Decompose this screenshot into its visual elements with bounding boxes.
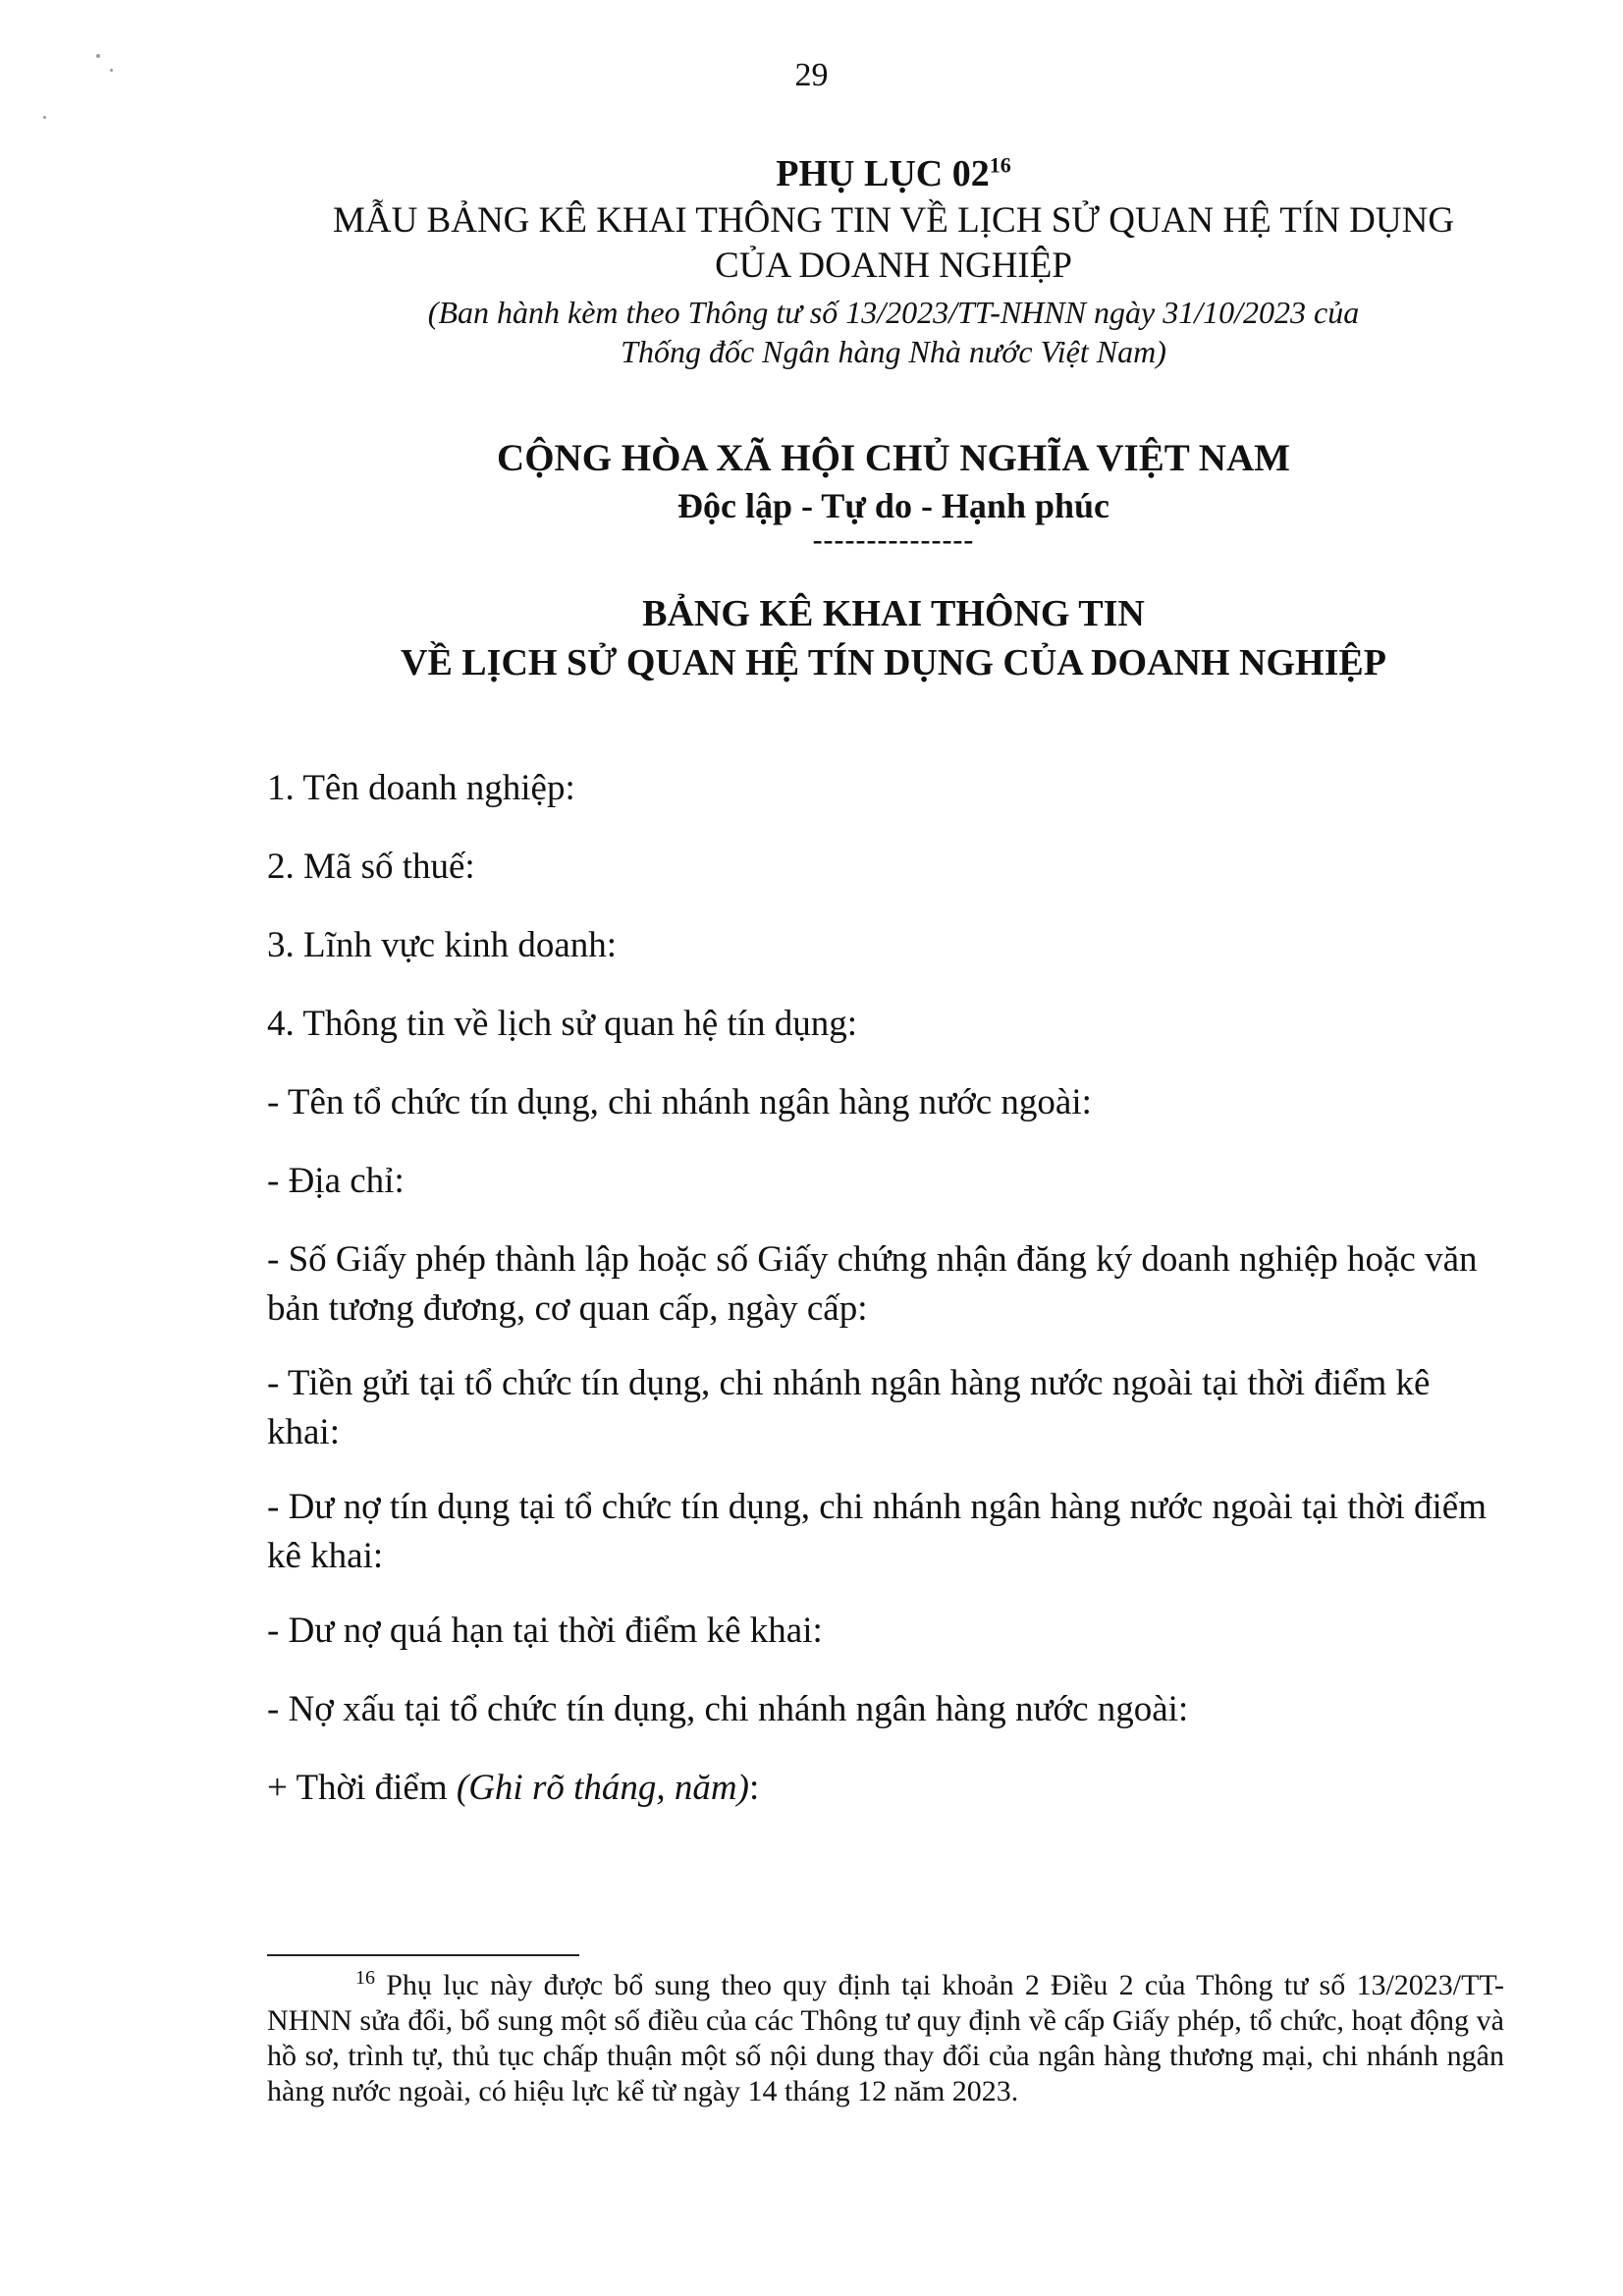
national-motto: Độc lập - Tự do - Hạnh phúc	[676, 486, 1110, 525]
footnote-reference[interactable]: 16	[989, 152, 1011, 178]
field-institution-name: - Tên tổ chức tín dụng, chi nhánh ngân hàng nước ngoài:	[267, 1082, 1092, 1122]
appendix-heading	[304, 149, 1483, 371]
field-deposits: - Tiền gửi tại tổ chức tín dụng, chi nhánh ngân hàng nước ngoài tại thời điểm kê khai:	[267, 1363, 1431, 1452]
nation-name: CỘNG HÒA XÃ HỘI CHỦ NGHĨA VIỆT NAM	[497, 437, 1290, 479]
field-overdue-debt: - Dư nợ quá hạn tại thời điểm kê khai:	[267, 1611, 823, 1651]
declaration-fields	[267, 764, 1504, 1842]
appendix-title-text: PHỤ LỤC 02	[776, 153, 990, 194]
field-credit-history: 4. Thông tin về lịch sử quan hệ tín dụng:	[267, 1004, 858, 1044]
page-number: 29	[794, 57, 829, 93]
footnote-text: Phụ lục này được bổ sung theo quy định tại khoản 2 Điều 2 của Thông tư số 13/2023/TT-NHNN sửa đổi, bổ sung một số điều của các Thông tư quy định về cấp Giấy phép, tổ chức, hoạt động và hồ sơ, trình tự, thủ tục chấp thuận một số nội dung thay đổi của ngân hàng thương mại, chi nhánh ngân hàng nước ngoài, có hiệu lực kể từ ngày 14 tháng 12 năm 2023.	[267, 1969, 1504, 2107]
field-license: - Số Giấy phép thành lập hoặc số Giấy chứng nhận đăng ký doanh nghiệp hoặc văn bản tương đương, cơ quan cấp, ngày cấp:	[267, 1239, 1478, 1329]
motto-separator: ---------------	[812, 523, 975, 556]
time-hint: (Ghi rõ tháng, năm)	[456, 1768, 749, 1808]
footnote-number: 16	[355, 1967, 375, 1989]
field-tax-code: 2. Mã số thuế:	[267, 847, 475, 887]
appendix-title	[304, 149, 1483, 198]
field-time	[267, 1764, 1504, 1813]
issued-note-line: Thống đốc Ngân hàng Nhà nước Việt Nam)	[621, 334, 1166, 369]
form-title-line: VỀ LỊCH SỬ QUAN HỆ TÍN DỤNG CỦA DOANH NGHIỆP	[401, 642, 1386, 683]
field-address: - Địa chỉ:	[267, 1161, 405, 1201]
form-name: MẪU BẢNG KÊ KHAI THÔNG TIN VỀ LỊCH SỬ QUAN HỆ TÍN DỤNG CỦA DOANH NGHIỆP	[332, 200, 1455, 286]
field-bad-debt: - Nợ xấu tại tổ chức tín dụng, chi nhánh ngân hàng nước ngoài:	[267, 1689, 1189, 1729]
issued-note-line: (Ban hành kèm theo Thông tư số 13/2023/TT-NHNN ngày 31/10/2023 của	[427, 295, 1360, 330]
footnote-divider	[267, 1954, 579, 1956]
time-prefix: + Thời điểm	[267, 1768, 457, 1808]
national-heading	[304, 434, 1483, 556]
issued-note	[304, 293, 1483, 371]
field-outstanding-credit: - Dư nợ tín dụng tại tổ chức tín dụng, chi nhánh ngân hàng nước ngoài tại thời điểm kê khai:	[267, 1487, 1487, 1576]
field-business-field: 3. Lĩnh vực kinh doanh:	[267, 925, 618, 965]
form-title-line: BẢNG KÊ KHAI THÔNG TIN	[642, 593, 1145, 634]
time-suffix: :	[748, 1768, 760, 1808]
field-company-name: 1. Tên doanh nghiệp:	[267, 768, 575, 808]
scan-speck	[43, 116, 46, 119]
form-title	[304, 589, 1483, 687]
footnote	[267, 1968, 1504, 2109]
